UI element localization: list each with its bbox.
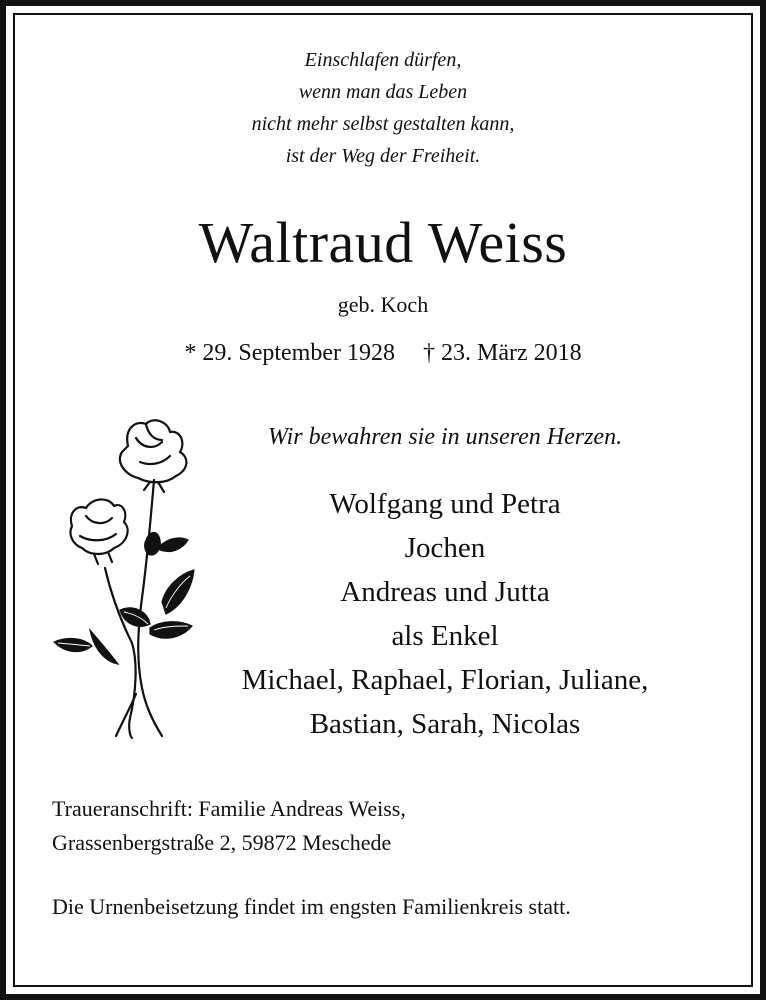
poem-line: nicht mehr selbst gestalten kann, xyxy=(251,113,515,135)
mourner-line: Andreas und Jutta xyxy=(340,576,550,608)
poem-line: ist der Weg der Freiheit. xyxy=(285,145,481,167)
address-line: Traueranschrift: Familie Andreas Weiss, xyxy=(52,796,406,821)
poem-line: Einschlafen dürfen, xyxy=(304,49,462,71)
burial-notice: Die Urnenbeisetzung findet im engsten Familienkreis statt. xyxy=(52,894,571,919)
rose-icon xyxy=(50,418,200,743)
poem xyxy=(0,44,766,172)
poem-line: wenn man das Leben xyxy=(298,81,468,103)
mourner-line: Wolfgang und Petra xyxy=(329,488,561,520)
mourning-address xyxy=(52,792,732,860)
life-dates xyxy=(0,337,766,369)
mourner-line: Jochen xyxy=(404,532,486,564)
mourner-line: Michael, Raphael, Florian, Juliane, xyxy=(241,664,649,696)
mourner-line: als Enkel xyxy=(391,620,499,652)
mourners-list xyxy=(200,482,690,746)
deceased-name: Waltraud Weiss xyxy=(198,210,568,275)
death-date: † 23. März 2018 xyxy=(423,340,582,366)
birth-name: geb. Koch xyxy=(337,292,429,317)
address-line: Grassenbergstraße 2, 59872 Meschede xyxy=(52,830,392,855)
birth-date: * 29. September 1928 xyxy=(184,340,395,366)
mourner-line: Bastian, Sarah, Nicolas xyxy=(309,708,581,740)
motto: Wir bewahren sie in unseren Herzen. xyxy=(267,424,623,450)
